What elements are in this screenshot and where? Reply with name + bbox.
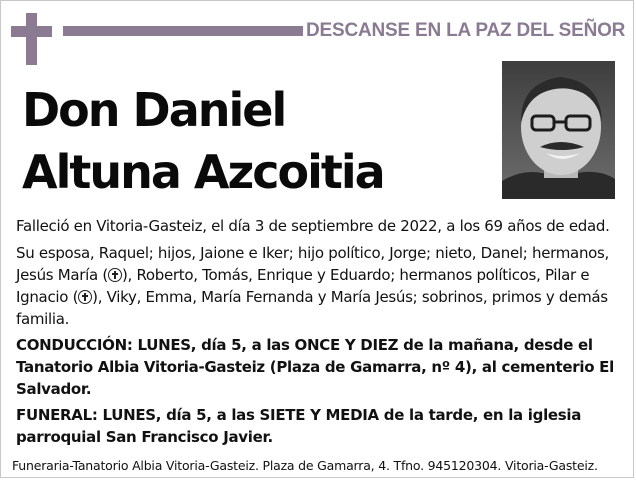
footer-funeral-home: Funeraria-Tanatorio Albia Vitoria-Gasteiz. Plaza de Gamarra, 4. Tfno. 945120304. Vitoria-Gasteiz. [12,458,598,473]
deceased-name-line1: Don Daniel [22,83,286,137]
deceased-cross-icon [78,290,92,304]
conduccion-paragraph: CONDUCCIÓN: LUNES, día 5, a las ONCE Y DIEZ de la mañana, desde el Tanatorio Albia Vitoria-Gasteiz (Plaza de Gamarra, nº 4), al cementerio El Salvador. [16,336,614,398]
portrait-photo [502,61,615,199]
deceased-name-line2: Altuna Azcoitia [22,145,384,199]
death-notice-line: Falleció en Vitoria-Gasteiz, el día 3 de septiembre de 2022, a los 69 años de edad. [16,217,610,235]
header-title: DESCANSE EN LA PAZ DEL SEÑOR [306,20,626,41]
funeral-paragraph: FUNERAL: LUNES, día 5, a las SIETE Y MEDIA de la tarde, en la iglesia parroquial San Francisco Javier. [16,406,582,446]
deceased-cross-icon [108,268,122,282]
header-rule [63,26,303,36]
family-paragraph: Su esposa, Raquel; hijos, Jaione e Iker; hijo político, Jorge; nieto, Danel; hermanos, Jesús María ( ), Roberto, Tomás, Enrique y Eduardo; hermanos políticos, Pilar e Ignacio ( ), Viky, Emma, María Fernanda y María Jesús; sobrinos, primos y demás familia. [16,244,610,328]
